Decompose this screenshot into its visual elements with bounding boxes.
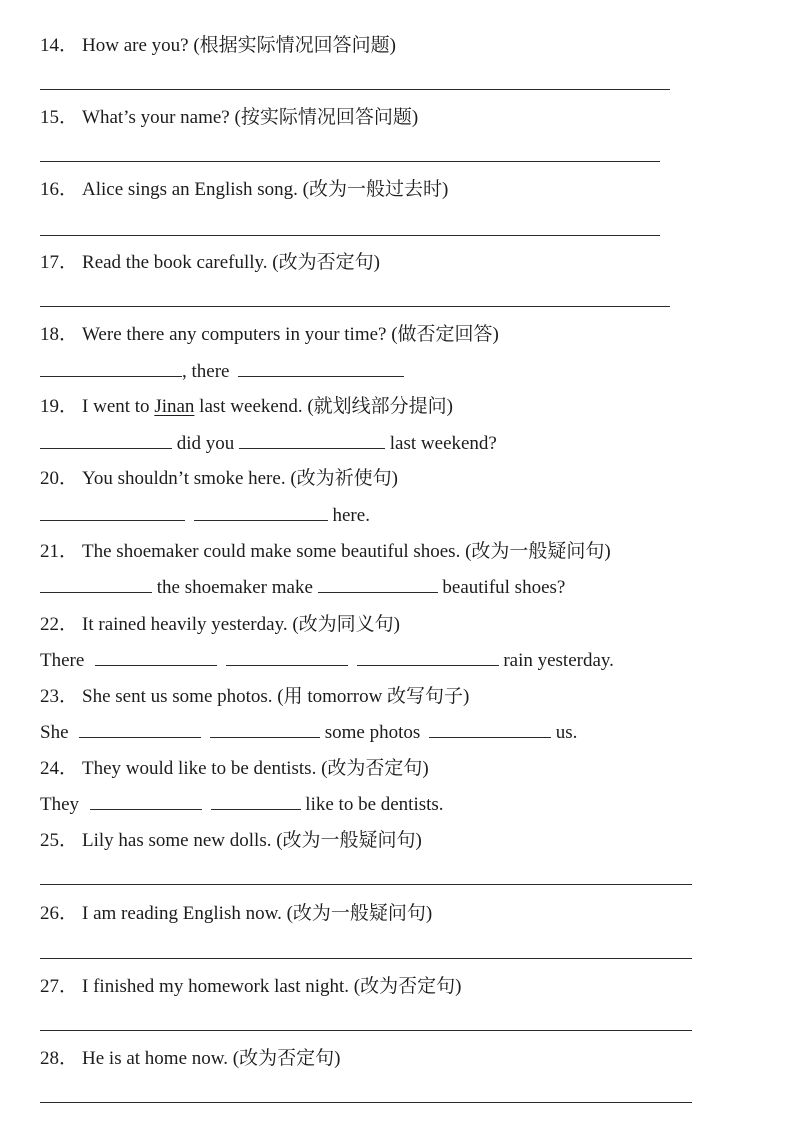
question-14 [40, 34, 396, 58]
question-number: 18． [40, 324, 79, 345]
question-text: She sent us some photos. (用 tomorrow 改写句子) [82, 686, 470, 707]
question-number: 19． [40, 396, 79, 417]
answer-blank[interactable] [40, 592, 152, 593]
answer-blank[interactable] [90, 809, 202, 810]
answer-line-16[interactable] [40, 235, 660, 236]
answer-text: last weekend? [389, 433, 497, 454]
question-20 [40, 467, 398, 491]
answer-blank[interactable] [357, 665, 499, 666]
answer-blank[interactable] [211, 809, 301, 810]
question-text: I finished my homework last night. (改为否定句) [82, 976, 462, 997]
question-16 [40, 178, 448, 202]
question-26 [40, 902, 432, 926]
question-text: Were there any computers in your time? (做否定回答) [82, 324, 499, 345]
answer-row-21 [40, 576, 565, 600]
question-number: 22． [40, 614, 79, 635]
question-number: 27． [40, 976, 79, 997]
answer-blank[interactable] [40, 448, 172, 449]
question-23 [40, 685, 469, 709]
answer-line-15[interactable] [40, 161, 660, 162]
question-number: 21． [40, 541, 79, 562]
answer-row-19 [40, 432, 497, 456]
answer-text: did you [176, 433, 235, 454]
answer-line-17[interactable] [40, 306, 670, 307]
answer-blank[interactable] [318, 592, 438, 593]
answer-line-28[interactable] [40, 1102, 692, 1103]
question-number: 24． [40, 758, 79, 779]
answer-blank[interactable] [95, 665, 217, 666]
question-number: 28． [40, 1048, 79, 1069]
question-number: 14． [40, 35, 79, 56]
answer-text: beautiful shoes? [442, 577, 566, 598]
answer-text: like to be dentists. [305, 794, 444, 815]
question-text: Alice sings an English song. (改为一般过去时) [82, 179, 449, 200]
answer-text: us. [555, 722, 578, 743]
question-number: 26． [40, 903, 79, 924]
question-text: He is at home now. (改为否定句) [82, 1048, 341, 1069]
question-text: They would like to be dentists. (改为否定句) [82, 758, 429, 779]
question-text: Read the book carefully. (改为否定句) [82, 252, 380, 273]
answer-text: the shoemaker make [156, 577, 313, 598]
question-18 [40, 323, 499, 347]
question-text: You shouldn’t smoke here. (改为祈使句) [82, 468, 398, 489]
answer-row-22 [40, 649, 614, 673]
answer-row-20 [40, 504, 370, 528]
question-28 [40, 1047, 340, 1071]
question-number: 17． [40, 252, 79, 273]
answer-blank[interactable] [40, 520, 185, 521]
question-17 [40, 251, 380, 275]
question-22 [40, 613, 400, 637]
question-19 [40, 395, 453, 419]
answer-blank[interactable] [238, 376, 404, 377]
question-number: 16． [40, 179, 79, 200]
question-text: I went to [82, 396, 155, 417]
answer-text: There [40, 650, 85, 671]
answer-row-18 [40, 360, 404, 384]
question-25 [40, 829, 422, 853]
question-number: 23． [40, 686, 79, 707]
answer-line-14[interactable] [40, 89, 670, 90]
question-text: It rained heavily yesterday. (改为同义句) [82, 614, 400, 635]
answer-text: , there [182, 361, 230, 382]
answer-row-24 [40, 793, 444, 817]
question-21 [40, 540, 611, 564]
answer-text: She [40, 722, 69, 743]
question-27 [40, 975, 461, 999]
answer-blank[interactable] [429, 737, 551, 738]
question-text: last weekend. (就划线部分提问) [194, 396, 453, 417]
question-number: 20． [40, 468, 79, 489]
answer-text: here. [332, 505, 370, 526]
answer-blank[interactable] [194, 520, 328, 521]
question-24 [40, 757, 429, 781]
answer-blank[interactable] [40, 376, 182, 377]
question-number: 15． [40, 107, 79, 128]
question-text: What’s your name? (按实际情况回答问题) [82, 107, 419, 128]
answer-blank[interactable] [239, 448, 385, 449]
answer-line-25[interactable] [40, 884, 692, 885]
answer-line-26[interactable] [40, 958, 692, 959]
answer-text: rain yesterday. [503, 650, 614, 671]
question-text: The shoemaker could make some beautiful shoes. (改为一般疑问句) [82, 541, 611, 562]
answer-blank[interactable] [210, 737, 320, 738]
question-text: I am reading English now. (改为一般疑问句) [82, 903, 433, 924]
question-text: How are you? (根据实际情况回答问题) [82, 35, 396, 56]
question-15 [40, 106, 418, 130]
underlined-word: Jinan [154, 396, 195, 417]
answer-blank[interactable] [79, 737, 201, 738]
answer-text: They [40, 794, 80, 815]
answer-text: some photos [324, 722, 421, 743]
answer-line-27[interactable] [40, 1030, 692, 1031]
question-text: Lily has some new dolls. (改为一般疑问句) [82, 830, 422, 851]
answer-blank[interactable] [226, 665, 348, 666]
question-number: 25． [40, 830, 79, 851]
answer-row-23 [40, 721, 577, 745]
